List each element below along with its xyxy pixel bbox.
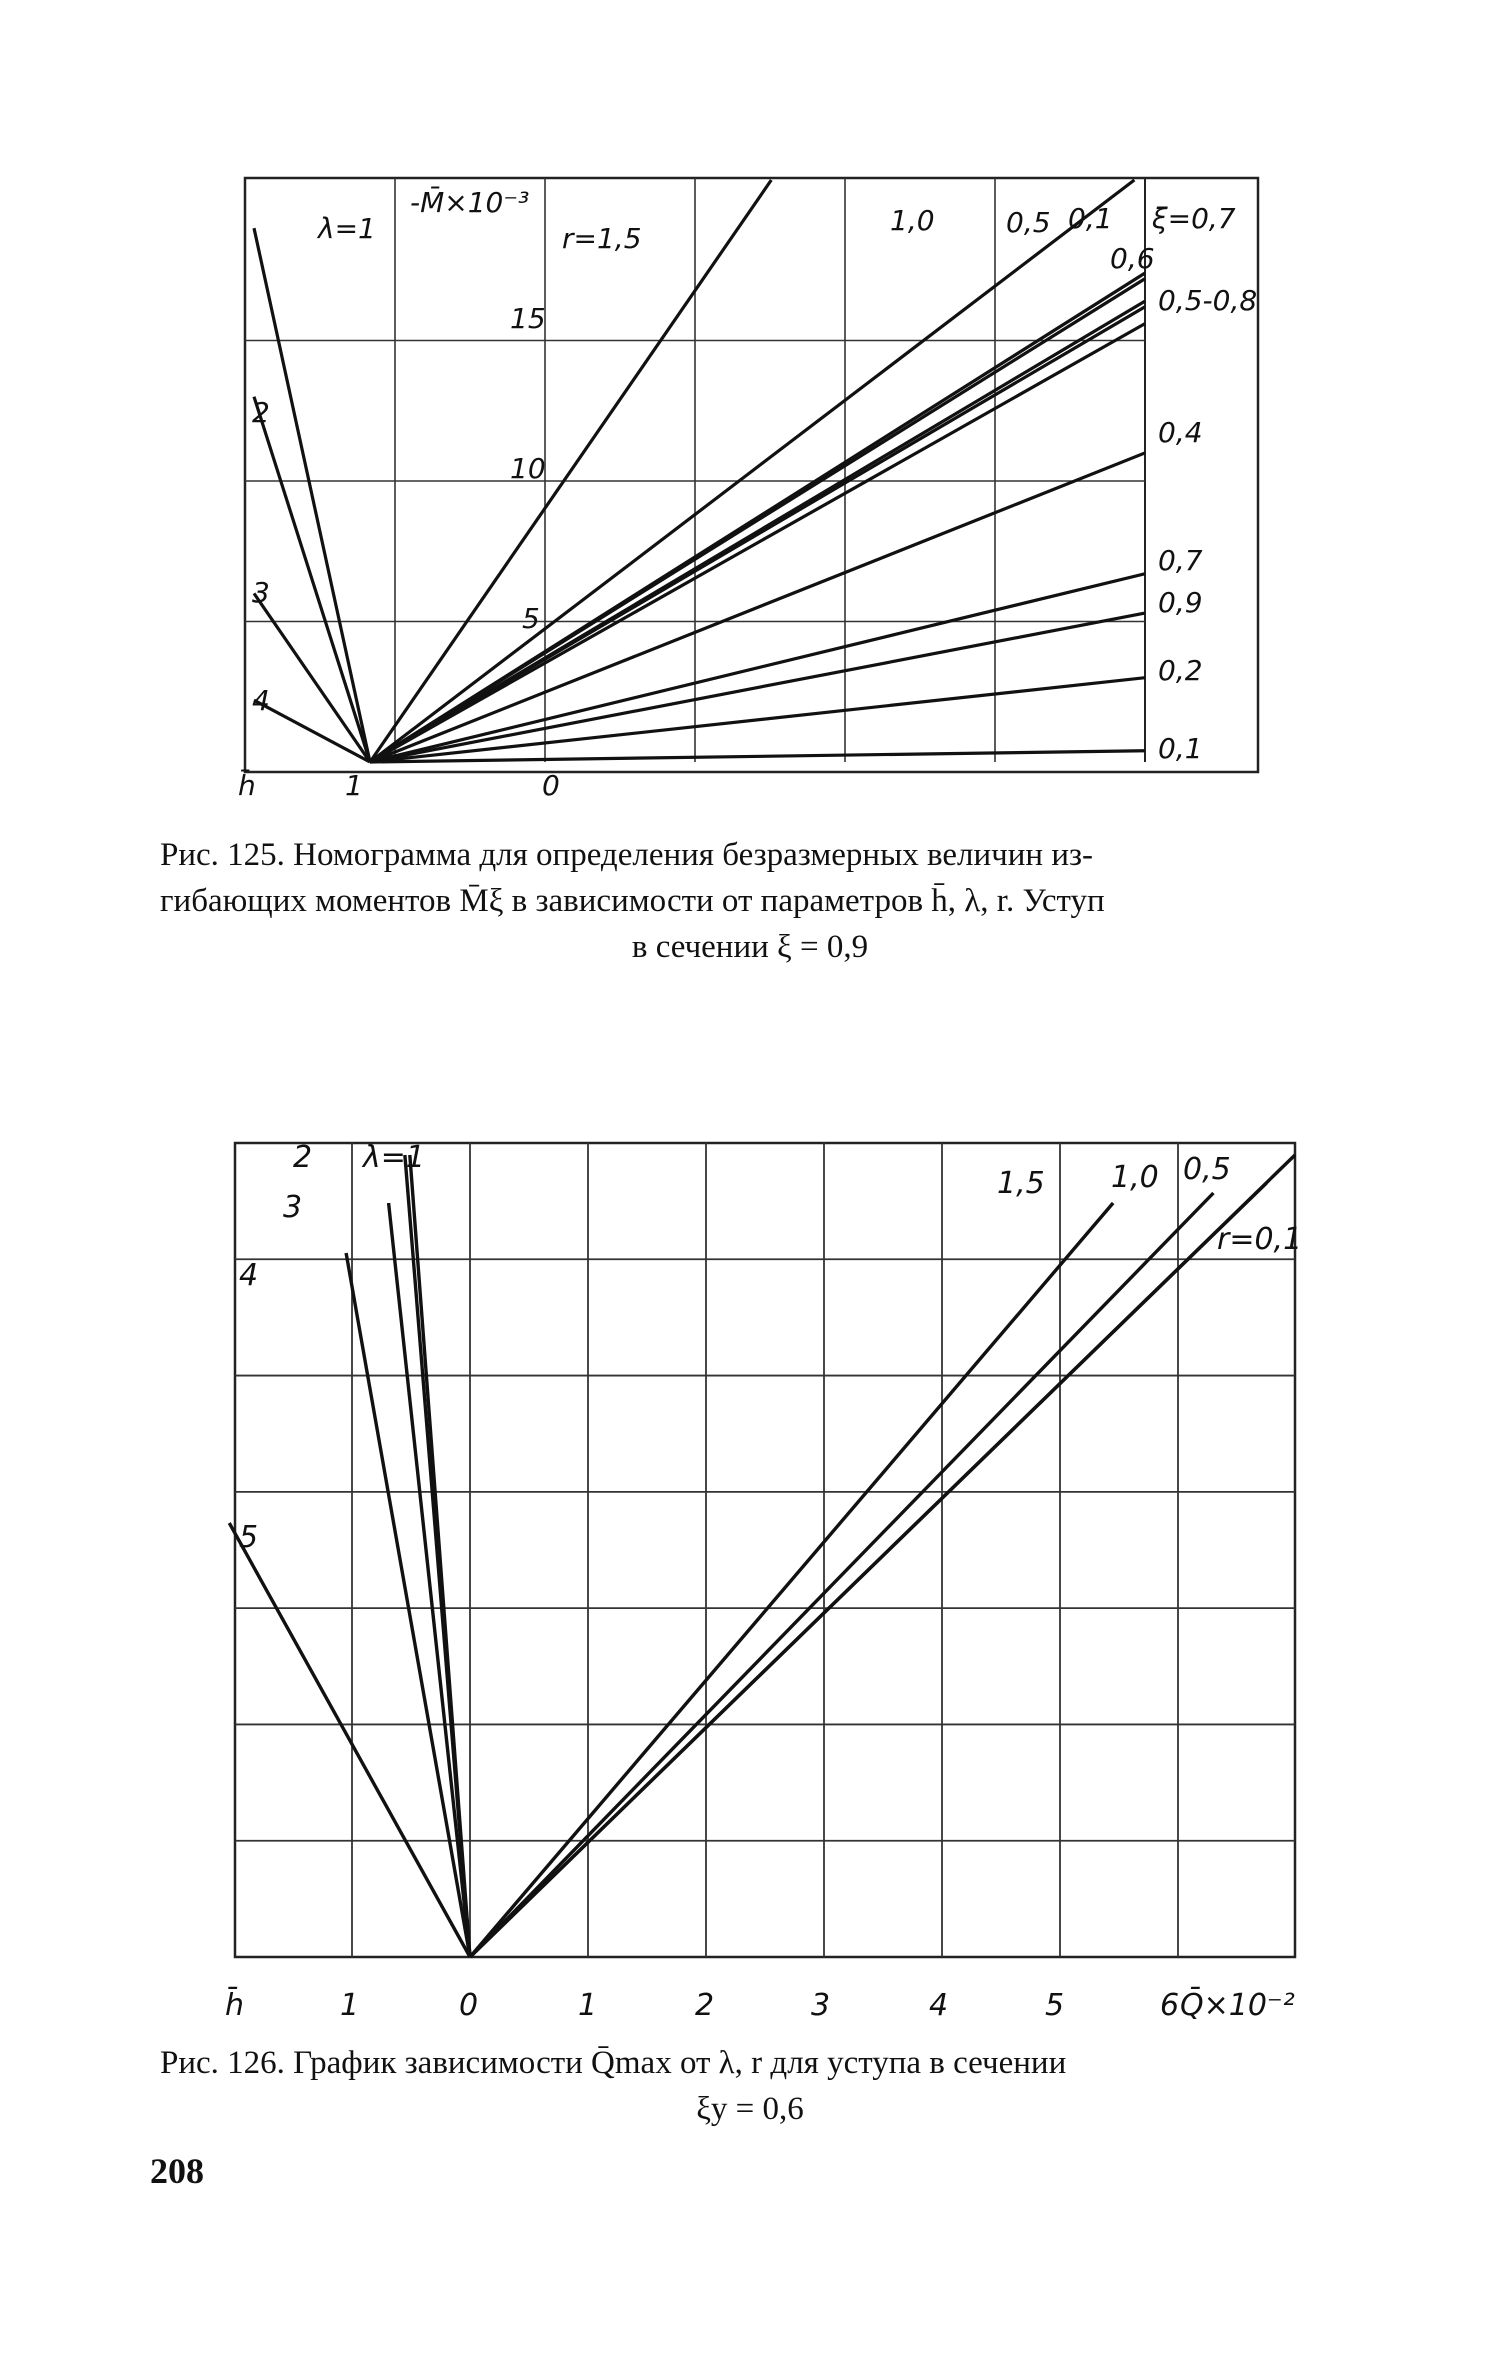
figure-125-right-label: 0,1 [1158, 732, 1203, 765]
figure-125-top-label: 0,1 [1068, 202, 1113, 235]
figure-126-x-label: 1 [340, 1988, 360, 2023]
figure-125-right-label: 0,5-0,8 [1158, 284, 1258, 317]
page-number: 208 [150, 2151, 204, 2191]
figure-125-right-label: ξ=0,7 [1152, 202, 1236, 235]
figure-126-lambda-label: 2 [293, 1140, 313, 1175]
figure-126-series-line [470, 1155, 1295, 1957]
figure-125-lambda-label: 2 [252, 396, 270, 429]
figure-126-r-label: r=0,1 [1217, 1222, 1303, 1257]
figure-125-series-line [370, 180, 771, 762]
figure-126-x-label: 6 [1160, 1988, 1180, 2023]
figure-126-x-label: 0 [459, 1988, 479, 2023]
figure-125-series-line [370, 307, 1145, 762]
figure-126-series-line [389, 1203, 470, 1957]
figure-126-lambda-label: 4 [239, 1258, 259, 1293]
figure-126-series-line [346, 1253, 470, 1957]
figure-126-series-line [470, 1203, 1113, 1957]
figure-125-bottom-label: 1 [345, 769, 363, 802]
figure-126-x-label: 1 [578, 1988, 598, 2023]
figure-125-r-label: r=1,5 [562, 222, 642, 255]
figure-125-lambda-label: 3 [252, 576, 270, 609]
figure-125-lines [254, 180, 1145, 762]
figure-125-series-line [370, 453, 1145, 762]
figure-125-series-line [370, 574, 1145, 762]
figure-126-lambda-label: 3 [283, 1190, 303, 1225]
figure-125-scale-label: 10 [510, 452, 546, 485]
figure-125-scale-label: 5 [522, 602, 540, 635]
figure-126-r-label: 1,5 [997, 1166, 1045, 1201]
figure-126-lambda-label: λ=1 [363, 1140, 425, 1175]
figure-125-caption-line: в сечении ξ = 0,9 [631, 929, 869, 965]
figure-126-series-line [405, 1155, 470, 1957]
figure-126-x-label: 4 [929, 1988, 949, 2023]
figure-125-caption [160, 832, 1340, 970]
figure-125-series-line [370, 324, 1145, 762]
figure-125-caption-line: Рис. 125. Номограмма для определения безразмерных величин из- [160, 837, 1094, 873]
figure-126-lambda-label: 5 [239, 1520, 259, 1555]
figure-125-scale-label: 15 [510, 302, 546, 335]
figure-126-chart [225, 1135, 1315, 2040]
figure-126-x-label: 5 [1045, 1988, 1065, 2023]
figure-125-series-line [254, 397, 370, 762]
figure-126-x-label: 3 [811, 1988, 831, 2023]
figure-125-top-label: 0,5 [1006, 206, 1051, 239]
figure-125-lambda-label: λ=1 [318, 212, 376, 245]
figure-126-lines [229, 1155, 1295, 1957]
figure-126-r-label: 1,0 [1111, 1160, 1159, 1195]
figure-125-right-label: 0,2 [1158, 654, 1203, 687]
figure-125-bottom-label: h̄ [238, 769, 256, 802]
figure-125-caption-line: гибающих моментов M̄ξ в зависимости от параметров h̄, λ, r. Уступ [160, 883, 1105, 919]
figure-125-right-label: 0,7 [1158, 544, 1203, 577]
figure-125-right-label: 0,6 [1110, 242, 1155, 275]
figure-125-series-line [370, 180, 1134, 762]
figure-126-x-label: h̄ [225, 1988, 245, 2023]
figure-125-chart [240, 170, 1280, 805]
figure-125-lambda-label: 4 [252, 684, 270, 717]
figure-125-right-label: 0,9 [1158, 586, 1203, 619]
figure-125-bottom-label: 0 [542, 769, 560, 802]
figure-126-x-label: 2 [695, 1988, 715, 2023]
figure-126-caption-line: ξу = 0,6 [696, 2091, 804, 2127]
figure-126-caption [160, 2040, 1340, 2132]
figure-126-series-line [229, 1523, 470, 1957]
figure-126-r-label: 0,5 [1183, 1152, 1231, 1187]
figure-126-caption-line: Рис. 126. График зависимости Q̄max от λ, r для уступа в сечении [160, 2045, 1067, 2081]
figure-125-axis-title: -M̄×10⁻³ [410, 186, 530, 219]
figure-126-series-line [470, 1193, 1213, 1957]
figure-125-series-line [254, 228, 370, 762]
figure-125-right-label: 0,4 [1158, 416, 1203, 449]
figure-126-x-axis-label: Q̄×10⁻² [1180, 1988, 1295, 2023]
figure-125-series-line [370, 751, 1145, 762]
figure-125-top-label: 1,0 [890, 204, 935, 237]
